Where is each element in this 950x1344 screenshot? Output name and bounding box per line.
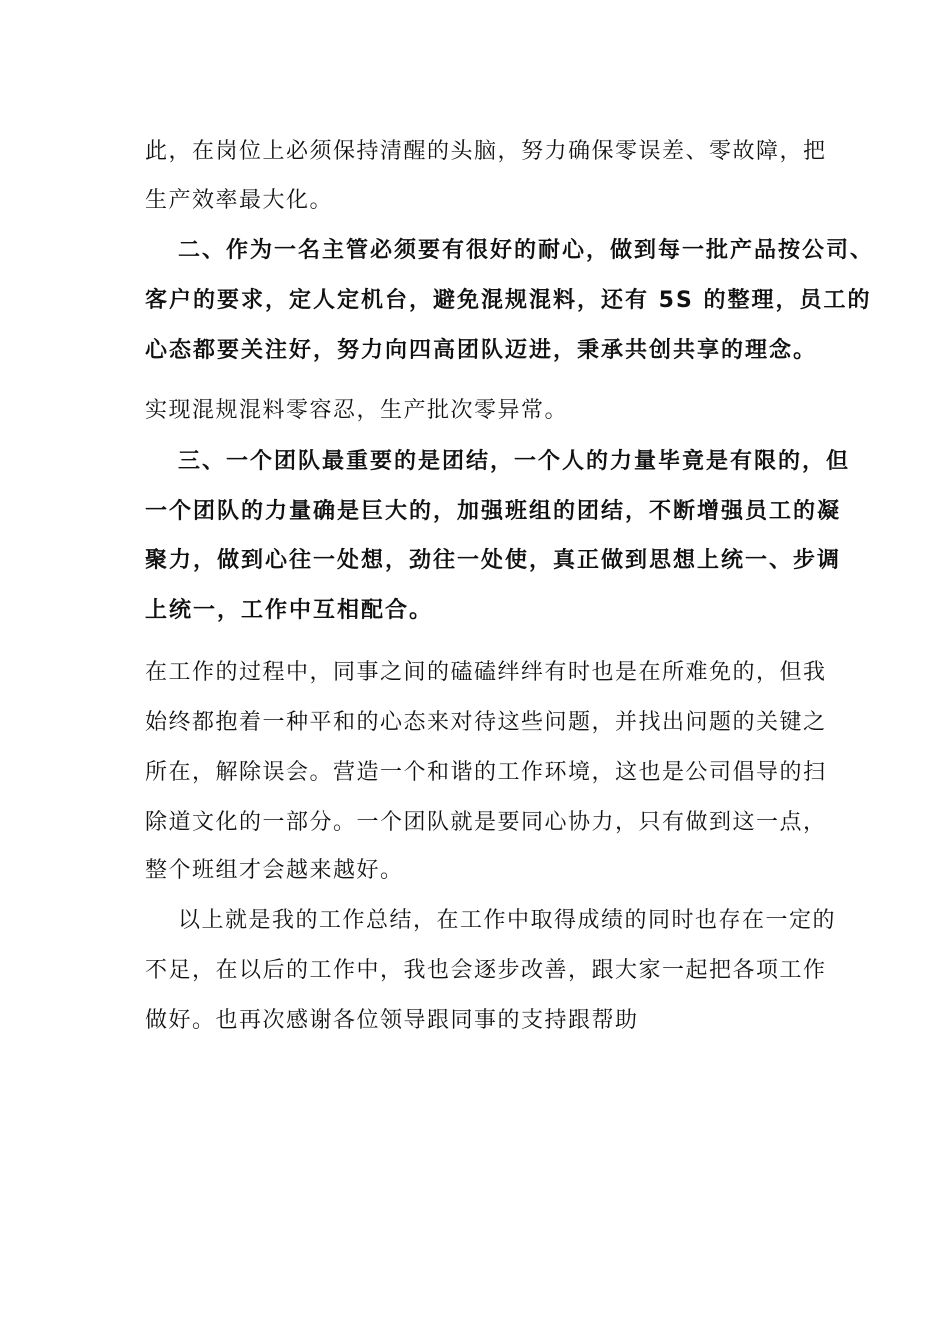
- paragraph-3-line-1: 实现混规混料零容忍，生产批次零异常。: [145, 398, 569, 423]
- paragraph-1-line-1: 此，在岗位上必须保持清醒的头脑，努力确保零误差、零故障，把: [145, 139, 827, 164]
- paragraph-2-line-3: 心态都要关注好，努力向四高团队迈进，秉承共创共享的理念。: [145, 338, 818, 363]
- paragraph-5-line-1: 在工作的过程中，同事之间的磕磕绊绊有时也是在所难免的，但我: [145, 660, 827, 685]
- paragraph-5-line-4: 除道文化的一部分。一个团队就是要同心协力，只有做到这一点，: [145, 810, 827, 835]
- paragraph-4-line-2: 一个团队的力量确是巨大的，加强班组的团结，不断增强员工的凝: [145, 499, 842, 524]
- paragraph-2-line-2: 客户的要求，定人定机台，避免混规混料，还有 5S 的整理，员工的: [145, 288, 872, 313]
- paragraph-4-line-3: 聚力，做到心往一处想，劲往一处使，真正做到思想上统一、步调: [145, 548, 842, 573]
- paragraph-5-line-5: 整个班组才会越来越好。: [145, 858, 404, 883]
- paragraph-5-line-3: 所在，解除误会。营造一个和谐的工作环境，这也是公司倡导的扫: [145, 760, 827, 785]
- paragraph-1-line-2: 生产效率最大化。: [145, 188, 334, 213]
- paragraph-2-line-1: 二、作为一名主管必须要有很好的耐心，做到每一批产品按公司、: [178, 238, 875, 263]
- paragraph-6-line-2: 不足，在以后的工作中，我也会逐步改善，跟大家一起把各项工作: [145, 958, 827, 983]
- paragraph-4-line-1: 三、一个团队最重要的是团结，一个人的力量毕竟是有限的，但: [178, 449, 851, 474]
- paragraph-6-line-1: 以上就是我的工作总结，在工作中取得成绩的同时也存在一定的: [178, 908, 837, 933]
- paragraph-5-line-2: 始终都抱着一种平和的心态来对待这些问题，并找出问题的关键之: [145, 710, 827, 735]
- paragraph-6-line-3: 做好。也再次感谢各位领导跟同事的支持跟帮助: [145, 1008, 639, 1033]
- paragraph-4-line-4: 上统一，工作中互相配合。: [145, 598, 434, 623]
